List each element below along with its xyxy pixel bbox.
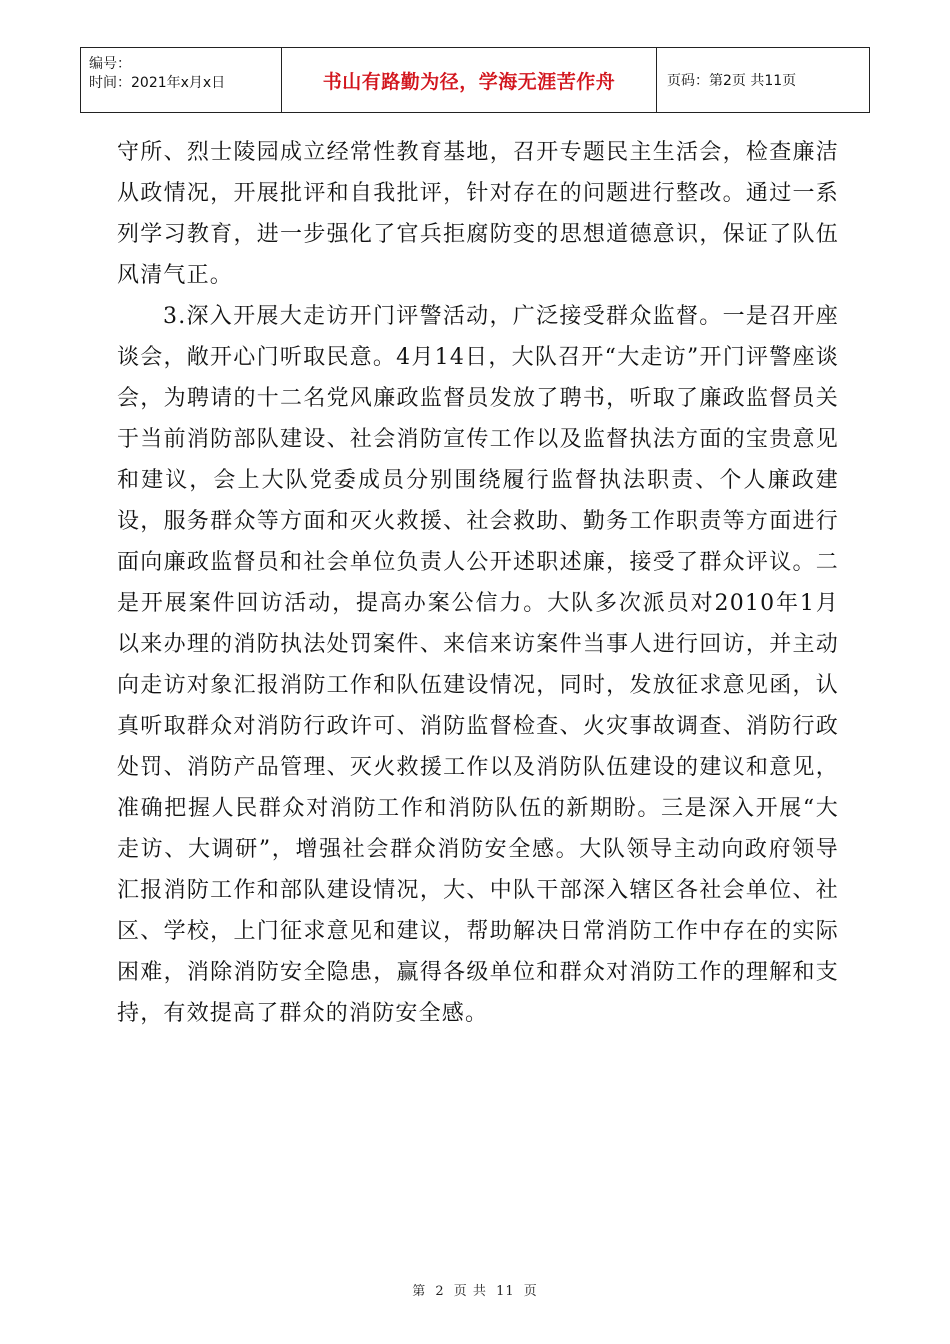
- header-motto-cell: [282, 48, 657, 112]
- footer-middle: 页 共: [453, 1284, 487, 1299]
- paragraph-1: 守所、烈士陵园成立经常性教育基地，召开专题民主生活会，检查廉洁从政情况，开展批评和自我批评，针对存在的问题进行整改。通过一系列学习教育，进一步强化了官兵拒腐防变的思想道德意识，保证了队伍风清气正。: [117, 140, 839, 288]
- footer-suffix: 页: [523, 1284, 538, 1299]
- header-page-code: 页码：第2页 共11页: [667, 73, 797, 89]
- footer-prefix: 第: [412, 1284, 427, 1299]
- header-page-cell: [657, 48, 869, 112]
- footer-total-pages: 11: [496, 1284, 515, 1299]
- header-meta-cell: [81, 48, 282, 112]
- paragraph-2: 3.深入开展大走访开门评警活动，广泛接受群众监督。一是召开座谈会，敞开心门听取民意。4月14日，大队召开“大走访”开门评警座谈会，为聘请的十二名党风廉政监督员发放了聘书，听取了廉政监督员关于当前消防部队建设、社会消防宣传工作以及监督执法方面的宝贵意见和建议，会上大队党委成员分别围绕履行监督执法职责、个人廉政建设，服务群众等方面和灭火救援、社会救助、勤务工作职责等方面进行面向廉政监督员和社会单位负责人公开述职述廉，接受了群众评议。二是开展案件回访活动，提高办案公信力。大队多次派员对2010年1月以来办理的消防执法处罚案件、来信来访案件当事人进行回访，并主动向走访对象汇报消防工作和队伍建设情况，同时，发放征求意见函，认真听取群众对消防行政许可、消防监督检查、火灾事故调查、消防行政处罚、消防产品管理、灭火救援工作以及消防队伍建设的建议和意见，准确把握人民群众对消防工作和消防队伍的新期盼。三是深入开展“大走访、大调研”，增强社会群众消防安全感。大队领导主动向政府领导汇报消防工作和部队建设情况，大、中队干部深入辖区各社会单位、社区、学校，上门征求意见和建议，帮助解决日常消防工作中存在的实际困难，消除消防安全隐患，赢得各级单位和群众对消防工作的理解和支持，有效提高了群众的消防安全感。: [117, 304, 839, 1026]
- document-body: [117, 132, 839, 1034]
- header-table: [80, 47, 870, 113]
- footer-current-page: 2: [435, 1284, 445, 1299]
- document-number-label: 编号：: [89, 56, 131, 72]
- document-date: 时间：2021年x月x日: [89, 75, 226, 91]
- page-footer: [0, 1280, 950, 1299]
- header-motto: 书山有路勤为径，学海无涯苦作舟: [322, 70, 616, 93]
